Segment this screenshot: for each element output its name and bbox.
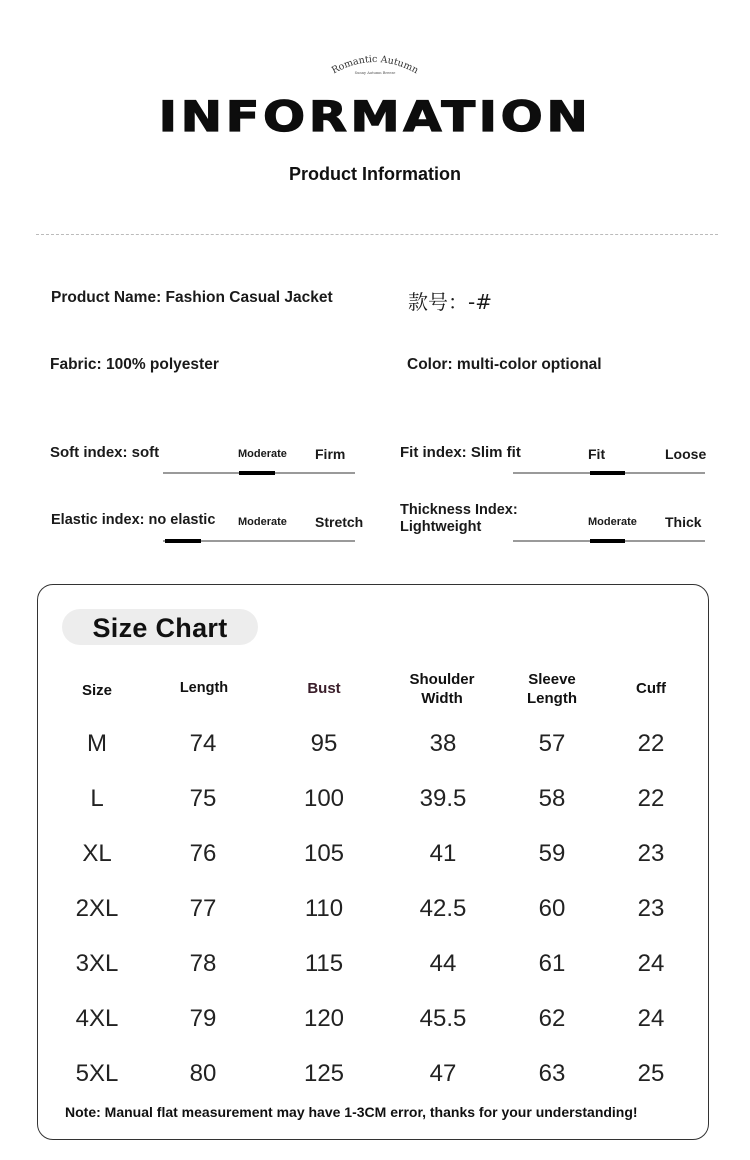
cell-cuff: 25 [637, 1060, 665, 1087]
cell-shoulder-width: 39.5 [419, 785, 467, 812]
cell-sleeve-length: 60 [538, 895, 566, 922]
cell-cuff: 22 [637, 785, 665, 812]
cell-length: 76 [189, 840, 217, 867]
cell-bust: 125 [303, 1060, 345, 1087]
page-title: INFORMATION [158, 92, 592, 141]
cell-sleeve-length: 61 [538, 950, 566, 977]
elastic-index-marker [165, 539, 201, 543]
cell-size: M [87, 730, 107, 757]
cell-size: 2XL [75, 895, 119, 922]
cell-size: 4XL [75, 1005, 119, 1032]
thickness-index-scale [513, 540, 705, 542]
cell-bust: 120 [303, 1005, 345, 1032]
cell-bust: 110 [304, 895, 344, 922]
elastic-index-option-stretch: Stretch [315, 514, 364, 530]
soft-index-marker [239, 471, 275, 475]
fit-index-option-fit: Fit [588, 446, 606, 462]
column-header-bust: Bust [307, 680, 341, 697]
cell-sleeve-length: 59 [538, 840, 566, 867]
product-name: Product Name: Fashion Casual Jacket [51, 289, 333, 306]
soft-index-option-firm: Firm [315, 446, 346, 462]
cell-shoulder-width: 42.5 [419, 895, 467, 922]
cell-bust: 95 [310, 730, 338, 757]
cell-size: XL [82, 840, 112, 867]
cell-sleeve-length: 57 [538, 730, 566, 757]
size-chart-title: Size Chart [92, 613, 228, 643]
fit-index-label: Fit index: Slim fit [400, 444, 521, 461]
cell-length: 74 [189, 730, 217, 757]
fit-index-scale [513, 472, 705, 474]
cell-cuff: 24 [637, 950, 665, 977]
cell-length: 79 [189, 1005, 217, 1032]
cell-length: 78 [189, 950, 217, 977]
brand-logo [325, 48, 425, 78]
thickness-index-label: Thickness Index: Lightweight [400, 502, 518, 535]
cell-size: 3XL [75, 950, 119, 977]
soft-index-label: Soft index: soft [50, 444, 160, 461]
cell-cuff: 22 [637, 730, 665, 757]
cell-shoulder-width: 47 [429, 1060, 457, 1087]
logo-subtext: Sunny Autumn Breeze [354, 71, 396, 75]
elastic-index-option-moderate: Moderate [238, 516, 287, 528]
column-header-sleeve-length: Sleeve Length [527, 671, 577, 707]
page-subtitle: Product Information [289, 164, 461, 184]
cell-cuff: 24 [637, 1005, 665, 1032]
cell-sleeve-length: 58 [538, 785, 566, 812]
cell-cuff: 23 [637, 840, 665, 867]
cell-sleeve-length: 63 [538, 1060, 566, 1087]
fit-index-option-loose: Loose [665, 446, 707, 462]
soft-index-option-moderate: Moderate [238, 448, 287, 460]
color-info: Color: multi-color optional [407, 356, 602, 373]
fabric-info: Fabric: 100% polyester [50, 356, 219, 373]
dashed-divider [36, 234, 718, 235]
column-header-length: Length [179, 680, 229, 696]
thickness-index-option-moderate: Moderate [588, 516, 637, 528]
cell-bust: 115 [304, 950, 344, 977]
cell-size: L [90, 785, 104, 812]
cell-shoulder-width: 44 [429, 950, 457, 977]
thickness-index-marker [590, 539, 625, 543]
column-header-cuff: Cuff [636, 680, 666, 697]
cell-size: 5XL [75, 1060, 119, 1087]
fit-index-marker [590, 471, 625, 475]
cell-length: 80 [189, 1060, 217, 1087]
cell-shoulder-width: 41 [429, 840, 457, 867]
size-chart-title-pill [62, 609, 258, 645]
cell-shoulder-width: 38 [429, 730, 457, 757]
cell-sleeve-length: 62 [538, 1005, 566, 1032]
cell-bust: 100 [303, 785, 345, 812]
elastic-index-scale [163, 540, 355, 542]
cell-cuff: 23 [637, 895, 665, 922]
thickness-index-option-thick: Thick [665, 514, 702, 530]
cell-bust: 105 [303, 840, 345, 867]
column-header-size: Size [81, 682, 112, 699]
column-header-shoulder-width: Shoulder Width [409, 671, 475, 707]
logo-text: Romantic Autumn [329, 53, 421, 77]
elastic-index-label: Elastic index: no elastic [51, 512, 216, 528]
cell-shoulder-width: 45.5 [419, 1005, 467, 1032]
soft-index-scale [163, 472, 355, 474]
cell-length: 75 [189, 785, 217, 812]
style-number: 款号：-# [408, 290, 492, 314]
size-chart [37, 584, 709, 1140]
measurement-note: Note: Manual flat measurement may have 1-3CM error, thanks for your understanding! [65, 1104, 638, 1120]
cell-length: 77 [189, 895, 217, 922]
